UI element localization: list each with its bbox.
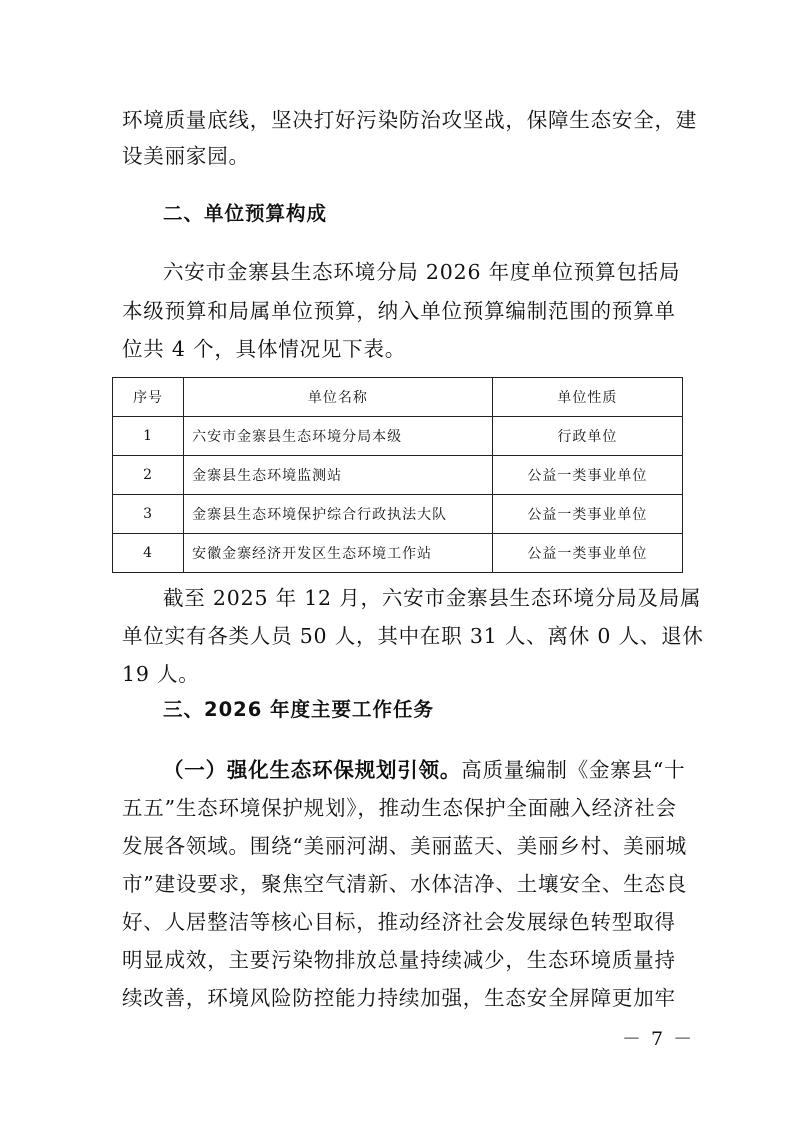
- row-unit-type: 公益一类事业单位: [492, 456, 682, 495]
- section-2-line-3: 位共 4 个，具体情况见下表。: [122, 337, 407, 361]
- row-unit-name: 金寨县生态环境保护综合行政执法大队: [184, 495, 493, 534]
- task-1-line-4: 市”建设要求，聚焦空气清新、水体洁净、土壤安全、生态良: [122, 872, 688, 896]
- row-index: 2: [113, 456, 184, 495]
- page-number: － 7 －: [622, 1028, 695, 1050]
- row-unit-type: 公益一类事业单位: [492, 495, 682, 534]
- table-row: [113, 456, 683, 495]
- row-unit-type: 公益一类事业单位: [492, 534, 682, 573]
- table-row: [113, 534, 683, 573]
- section-2-heading: 二、单位预算构成: [163, 202, 328, 225]
- task-1-title: （一）强化生态环保规划引领。: [163, 758, 462, 782]
- row-index: 3: [113, 495, 184, 534]
- staff-line-1: 截至 2025 年 12 月，六安市金寨县生态环境分局及局属: [163, 586, 702, 610]
- header-unit-name: 单位名称: [184, 378, 493, 417]
- row-index: 4: [113, 534, 184, 573]
- task-1-first-text: 高质量编制《金寨县“十: [461, 758, 686, 782]
- row-unit-type: 行政单位: [492, 417, 682, 456]
- section-2-line-2: 本级预算和局属单位预算，纳入单位预算编制范围的预算单: [122, 299, 676, 323]
- table-row: [113, 495, 683, 534]
- table-header-row: [113, 378, 683, 417]
- row-unit-name: 六安市金寨县生态环境分局本级: [184, 417, 493, 456]
- row-unit-name: 安徽金寨经济开发区生态环境工作站: [184, 534, 493, 573]
- task-1-line-7: 续改善，环境风险防控能力持续加强，生态安全屏障更加牢: [122, 986, 676, 1010]
- header-unit-type: 单位性质: [492, 378, 682, 417]
- task-1-line-5: 好、人居整洁等核心目标，推动经济社会发展绿色转型取得: [122, 910, 676, 934]
- task-1-line-3: 发展各领域。围绕“美丽河湖、美丽蓝天、美丽乡村、美丽城: [122, 834, 688, 858]
- table-row: [113, 417, 683, 456]
- intro-line-1: 环境质量底线，坚决打好污染防治攻坚战，保障生态安全，建: [122, 108, 698, 132]
- task-1-line-6: 明显成效，主要污染物排放总量持续减少，生态环境质量持: [122, 948, 676, 972]
- row-index: 1: [113, 417, 184, 456]
- staff-line-3: 19 人。: [122, 662, 200, 686]
- header-index: 序号: [113, 378, 184, 417]
- task-1-line-1: [163, 752, 723, 788]
- section-3-heading: 三、2026 年度主要工作任务: [163, 698, 435, 721]
- section-2-line-1: 六安市金寨县生态环境分局 2026 年度单位预算包括局: [163, 260, 681, 284]
- budget-units-table: [112, 377, 683, 573]
- intro-line-2: 设美丽家园。: [122, 144, 250, 168]
- task-1-line-2: 五五”生态环境保护规划》，推动生态保护全面融入经济社会: [122, 796, 677, 820]
- staff-line-2: 单位实有各类人员 50 人，其中在职 31 人、离休 0 人、退休: [122, 624, 704, 648]
- row-unit-name: 金寨县生态环境监测站: [184, 456, 493, 495]
